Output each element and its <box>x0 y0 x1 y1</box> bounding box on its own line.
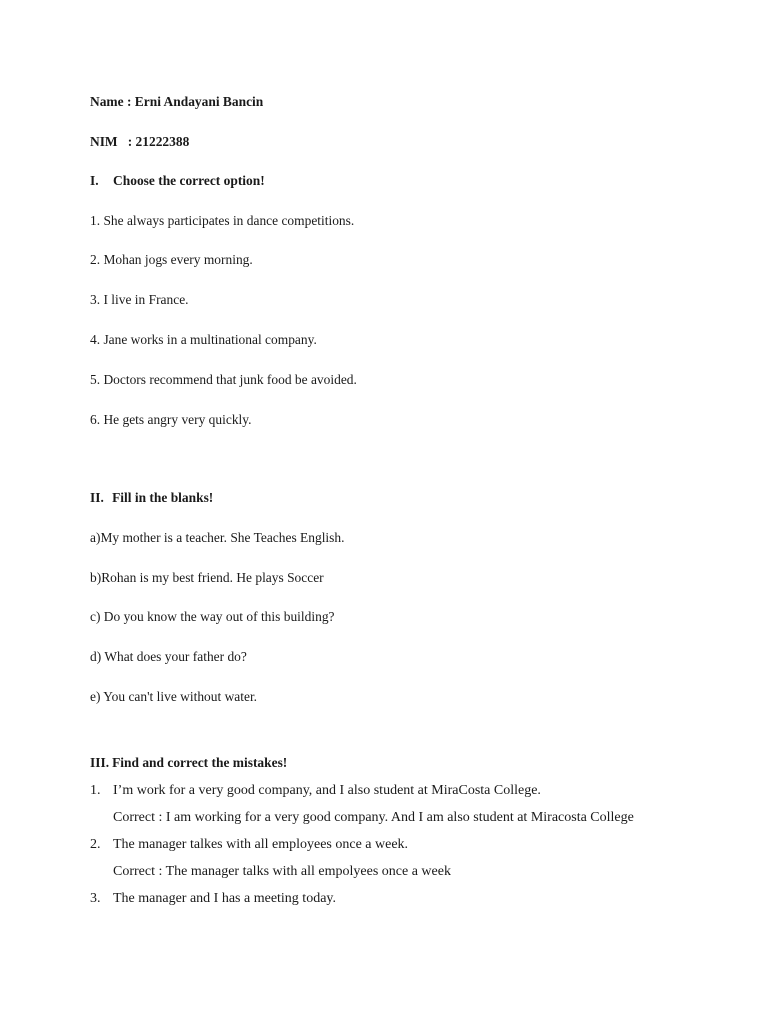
section-1-item: 4. Jane works in a multinational company. <box>90 333 317 348</box>
name-label: Name : <box>90 95 135 110</box>
section-2-item: b)Rohan is my best friend. He plays Soccer <box>90 571 324 586</box>
name-line <box>90 94 263 112</box>
mistake-text: I’m work for a very good company, and I also student at MiraCosta College. <box>113 783 541 798</box>
section-2-heading <box>90 490 213 508</box>
section-2-item: d) What does your father do? <box>90 650 247 665</box>
correction-text: Correct : The manager talks with all empolyees once a week <box>113 864 451 879</box>
section-3-title: Find and correct the mistakes! <box>112 756 288 771</box>
mistake-item <box>0 890 700 908</box>
mistake-number: 3. <box>90 891 101 906</box>
correction-line <box>0 863 700 881</box>
nim-label: NIM : <box>90 135 136 150</box>
section-1-item: 6. He gets angry very quickly. <box>90 413 252 428</box>
correction-line <box>0 809 700 827</box>
section-1-heading <box>90 173 265 191</box>
section-1-item: 3. I live in France. <box>90 293 189 308</box>
section-1-title: Choose the correct option! <box>113 174 265 189</box>
name-value: Erni Andayani Bancin <box>134 95 264 110</box>
section-1-item: 2. Mohan jogs every morning. <box>90 253 253 268</box>
nim-value: 21222388 <box>135 135 190 150</box>
section-2-item: e) You can't live without water. <box>90 690 258 705</box>
section-3-number: III. <box>90 756 110 771</box>
mistake-item <box>0 782 700 800</box>
section-3-heading <box>90 755 287 773</box>
mistake-item <box>0 836 700 854</box>
section-2-number: II. <box>90 491 104 506</box>
section-2-item: c) Do you know the way out of this building? <box>90 610 335 625</box>
section-1-item: 5. Doctors recommend that junk food be avoided. <box>90 373 357 388</box>
section-1-number: I. <box>90 174 99 189</box>
nim-line <box>90 134 189 152</box>
mistake-text: The manager talkes with all employees once a week. <box>113 837 409 852</box>
correction-text: Correct : I am working for a very good company. And I am also student at Miracosta College <box>113 810 634 825</box>
section-2-item: a)My mother is a teacher. She Teaches English. <box>90 531 345 546</box>
mistake-number: 2. <box>90 837 101 852</box>
mistake-text: The manager and I has a meeting today. <box>113 891 337 906</box>
mistake-number: 1. <box>90 783 101 798</box>
section-1-item: 1. She always participates in dance competitions. <box>90 214 355 229</box>
section-2-title: Fill in the blanks! <box>112 491 214 506</box>
